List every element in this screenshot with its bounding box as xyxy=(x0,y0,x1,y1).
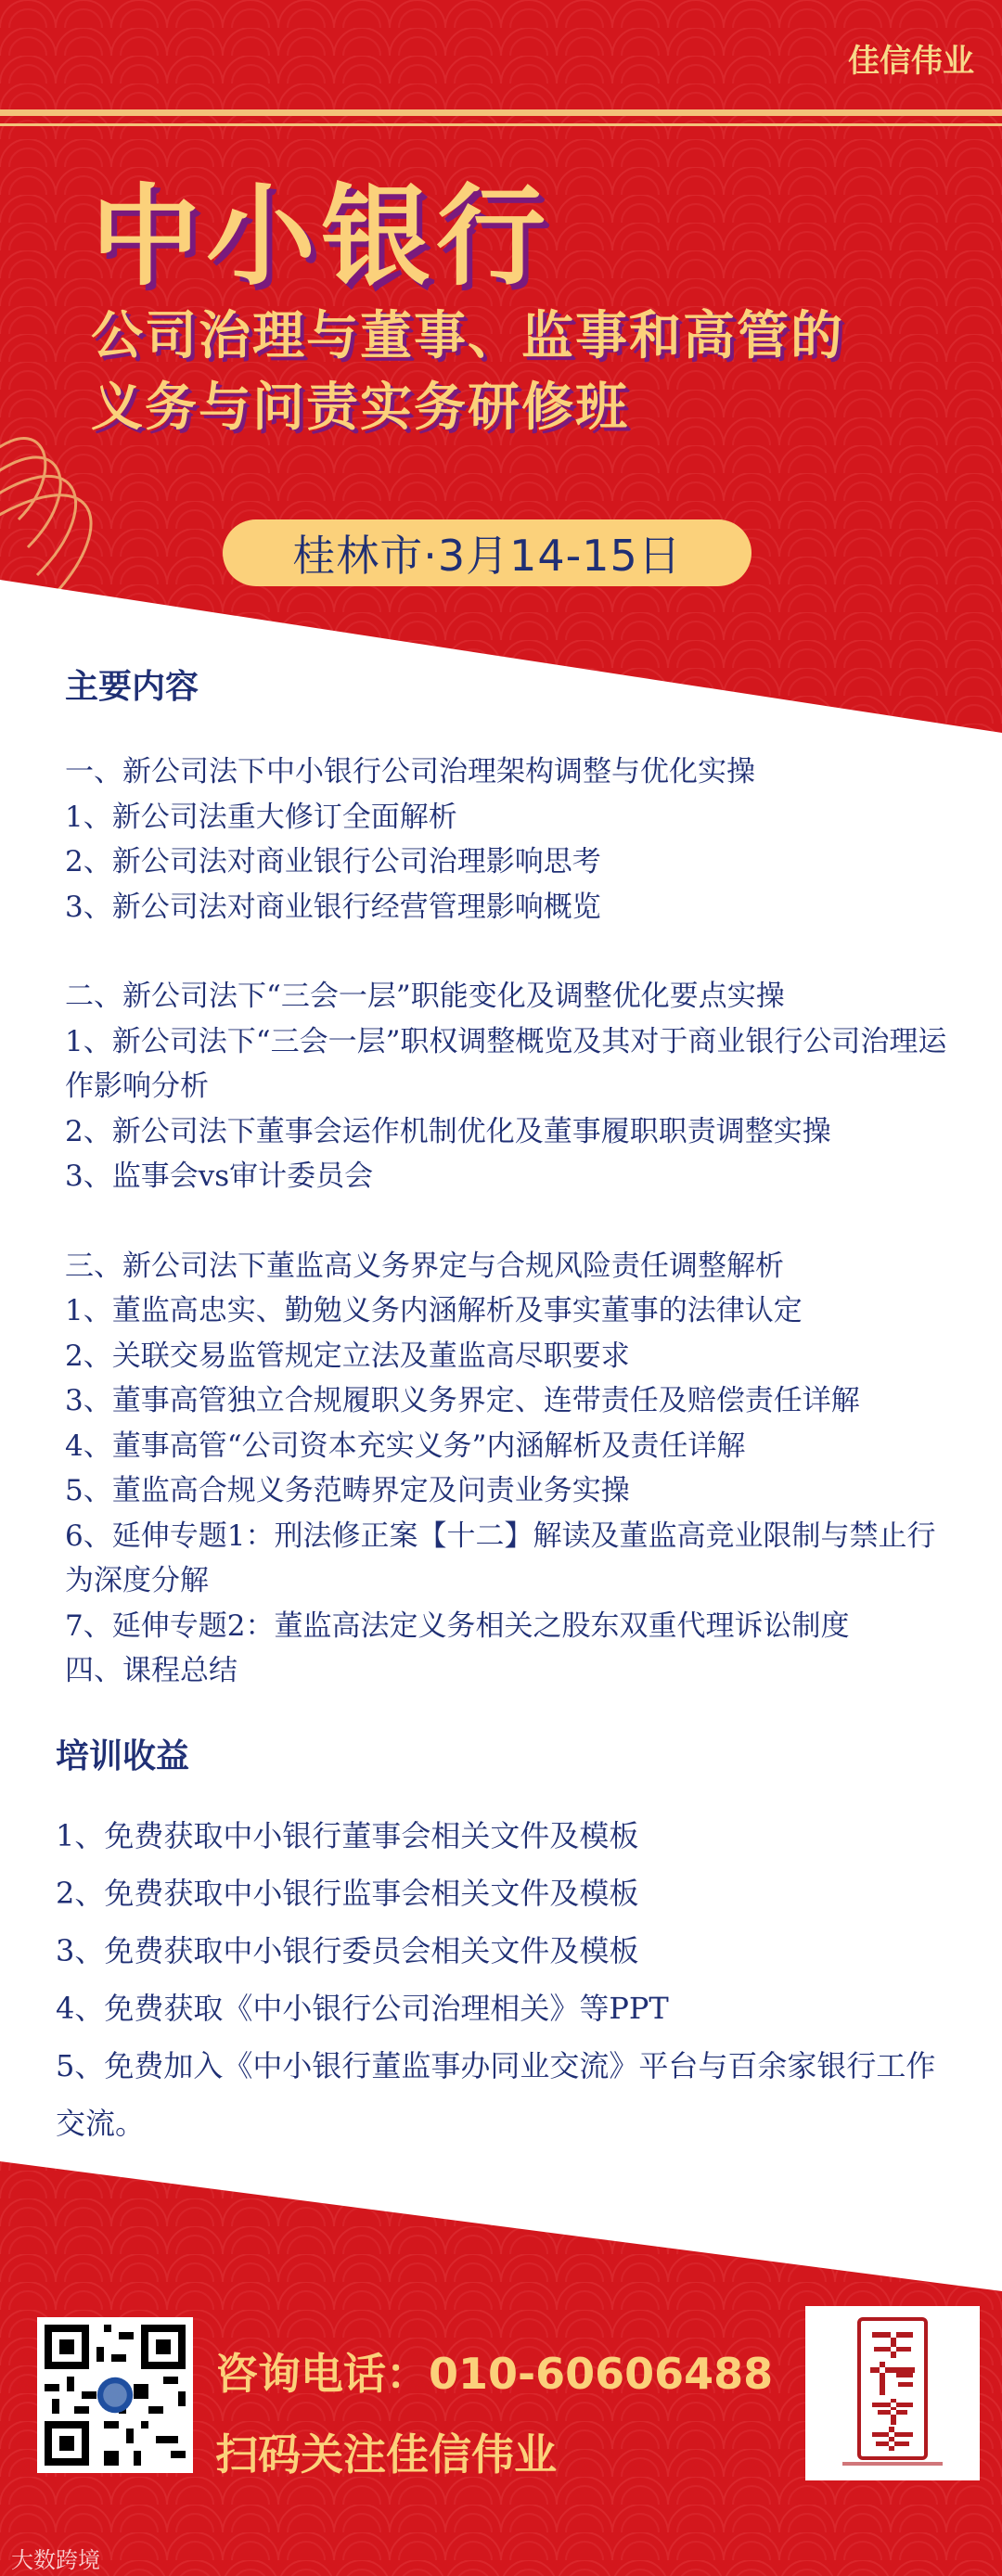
brand-seal-logo xyxy=(805,2306,980,2480)
list-item: 4、董事高管“公司资本充实义务”内涵解析及责任详解 xyxy=(65,1429,746,1463)
list-item: 1、新公司法重大修订全面解析 xyxy=(65,800,457,834)
header-stripe xyxy=(0,109,1002,116)
list-item: 3、免费获取中小银行委员会相关文件及模板 xyxy=(56,1933,639,1968)
list-item: 1、免费获取中小银行董事会相关文件及模板 xyxy=(56,1818,639,1853)
title-main: 中小银行 xyxy=(91,173,552,301)
list-item: 3、新公司法对商业银行经营管理影响概览 xyxy=(65,890,601,924)
list-item: 四、课程总结 xyxy=(65,1654,238,1687)
date-location-badge: 桂林市·3月14-15日 xyxy=(223,519,752,586)
title-sub-line-1: 公司治理与董事、监事和高管的 xyxy=(91,306,844,366)
watermark: 大数跨境 xyxy=(11,2547,100,2573)
list-item: 3、董事高管独立合规履职义务界定、连带责任及赔偿责任详解 xyxy=(65,1384,860,1417)
list-item: 2、关联交易监管规定立法及董监高尽职要求 xyxy=(65,1339,630,1373)
list-item: 3、监事会vs审计委员会 xyxy=(65,1160,374,1193)
list-item: 4、免费获取《中小银行公司治理相关》等PPT xyxy=(56,1991,669,2026)
main-content-heading: 主要内容 xyxy=(65,668,199,706)
benefits-heading: 培训收益 xyxy=(56,1737,190,1775)
qr-code-icon xyxy=(37,2317,193,2473)
list-item: 2、新公司法对商业银行公司治理影响思考 xyxy=(65,845,601,878)
list-item: 二、新公司法下“三会一层”职能变化及调整优化要点实操 xyxy=(65,980,785,1013)
list-item: 5、免费加入《中小银行董监事办同业交流》平台与百余家银行工作交流。 xyxy=(56,2048,936,2141)
header-stripe-thin xyxy=(0,123,1002,126)
list-item: 6、延伸专题1：刑法修正案【十二】解读及董监高竞业限制与禁止行为深度分解 xyxy=(65,1519,936,1597)
contact-phone: 咨询电话：010-60606488 xyxy=(215,2349,774,2399)
list-item: 7、延伸专题2：董监高法定义务相关之股东双重代理诉讼制度 xyxy=(65,1608,850,1643)
list-item: 5、董监高合规义务范畴界定及问责业务实操 xyxy=(65,1474,630,1507)
spacer xyxy=(65,1199,956,1244)
follow-prompt: 扫码关注佳信伟业 xyxy=(215,2429,557,2480)
list-item: 2、免费获取中小银行监事会相关文件及模板 xyxy=(56,1876,639,1911)
list-item: 1、董监高忠实、勤勉义务内涵解析及事实董事的法律认定 xyxy=(65,1294,803,1327)
list-item: 三、新公司法下董监高义务界定与合规风险责任调整解析 xyxy=(65,1249,784,1283)
brand-name: 佳信伟业 xyxy=(848,43,974,80)
list-item: 2、新公司法下董事会运作机制优化及董事履职职责调整实操 xyxy=(65,1114,831,1148)
list-item: 一、新公司法下中小银行公司治理架构调整与优化实操 xyxy=(65,755,755,788)
spacer xyxy=(65,929,956,974)
title-sub-line-2: 义务与问责实务研修班 xyxy=(91,378,629,438)
list-item: 1、新公司法下“三会一层”职权调整概览及其对于商业银行公司治理运作影响分析 xyxy=(65,1024,947,1103)
main-content-list xyxy=(65,750,956,1694)
benefits-list xyxy=(56,1807,965,2152)
